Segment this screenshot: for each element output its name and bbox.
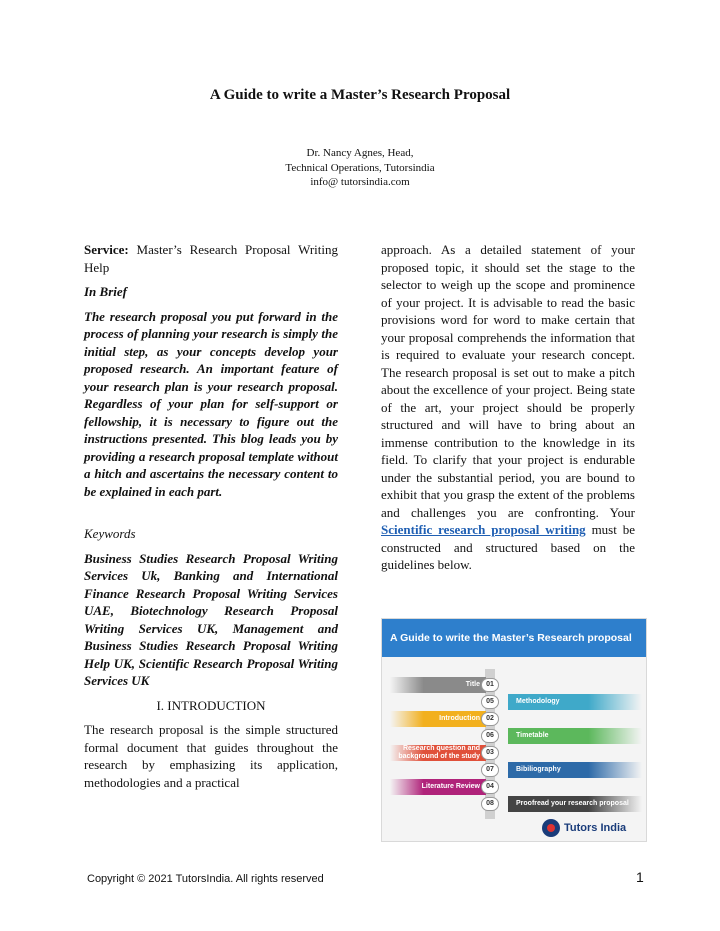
infographic-step-number: 03 bbox=[481, 746, 499, 760]
infographic-step-label: Research question and background of the study bbox=[390, 745, 486, 761]
proposal-guide-infographic bbox=[381, 618, 647, 842]
infographic-step-label: Timetable bbox=[508, 728, 642, 744]
infographic-step-label: Title bbox=[390, 677, 486, 693]
logo-icon bbox=[542, 819, 560, 837]
section-heading: I. INTRODUCTION bbox=[156, 697, 266, 713]
infographic-step-label: Methodology bbox=[508, 694, 642, 710]
intro-text: The research proposal is the simple structured formal document that guides throughout the research by emphasizing its application, methodologies and a practical bbox=[84, 722, 338, 790]
body-text: approach. As a detailed statement of your proposed topic, it should set the stage to the selector to weigh up the scope and prominence of your project. It is advisable to read the basic provisions word for word to make certain that your proposal comprehends the information that is required to evaluate your research concept. The research proposal is set out to make a pitch about the excellence of your project. Being state of the art, your project should be properly structured and will have to bring about an immense contribution to the knowledge in its field. To clarify that your project is endurable under the substantial period, you are bound to exhibit that you grasp the extent of the problems and challenges you are confronting. Your bbox=[381, 242, 635, 520]
scientific-writing-link[interactable]: Scientific research proposal writing bbox=[381, 522, 586, 537]
author-name: Dr. Nancy Agnes, Head, bbox=[306, 147, 414, 159]
author-email: info@ tutorsindia.com bbox=[310, 176, 410, 188]
body-text-end: must be constructed and structured based on the guidelines below. bbox=[381, 522, 635, 572]
tutors-india-logo bbox=[542, 818, 626, 838]
infographic-title: A Guide to write the Master’s Research proposal bbox=[382, 619, 647, 657]
infographic-step-number: 05 bbox=[481, 695, 499, 709]
body-paragraph bbox=[381, 241, 635, 574]
service-label: Service: bbox=[84, 242, 129, 257]
infographic-step-number: 08 bbox=[481, 797, 499, 811]
infographic-step-label: Introduction bbox=[390, 711, 486, 727]
author-block bbox=[0, 146, 720, 190]
footer-copyright: Copyright © 2021 TutorsIndia. All rights reserved bbox=[87, 873, 324, 885]
brief-heading: In Brief bbox=[84, 284, 127, 299]
service-line bbox=[84, 241, 338, 276]
keywords-text: Business Studies Research Proposal Writing Services Uk, Banking and International Finance Research Proposal Writing Services UAE, Biotechnology Research Proposal Writing Services UK, Management and Business Studies Research Proposal Writing Help UK, Scientific Research Proposal Writing Services UK bbox=[84, 550, 338, 688]
page-number: 1 bbox=[636, 869, 644, 885]
left-column bbox=[84, 241, 338, 791]
author-affiliation: Technical Operations, Tutorsindia bbox=[285, 161, 435, 174]
infographic-step-number: 02 bbox=[481, 712, 499, 726]
right-column bbox=[381, 241, 635, 574]
infographic-step-number: 01 bbox=[481, 678, 499, 692]
infographic-step-label: Proofread your research proposal bbox=[508, 796, 642, 812]
document-title: A Guide to write a Master’s Research Proposal bbox=[209, 87, 511, 103]
infographic-step-label: Literature Review bbox=[390, 779, 486, 795]
infographic-step-number: 04 bbox=[481, 780, 499, 794]
brief-text: The research proposal you put forward in the process of planning your research is simply the initial step, as your concepts develop your proposed research. An important feature of your research plan is your research proposal. Regardless of your plan for self-support or fellowship, it is necessary to figure out the instructions presented. This blog leads you by providing a research proposal template without a hitch and ascertains the necessary content to be explained in each part. bbox=[84, 308, 338, 499]
logo-text: Tutors India bbox=[564, 822, 627, 834]
infographic-step-number: 07 bbox=[481, 763, 499, 777]
infographic-step-label: Bibiliography bbox=[508, 762, 642, 778]
service-text: Master’s Research Proposal Writing Help bbox=[84, 242, 338, 275]
infographic-step-number: 06 bbox=[481, 729, 499, 743]
keywords-heading: Keywords bbox=[84, 526, 136, 541]
